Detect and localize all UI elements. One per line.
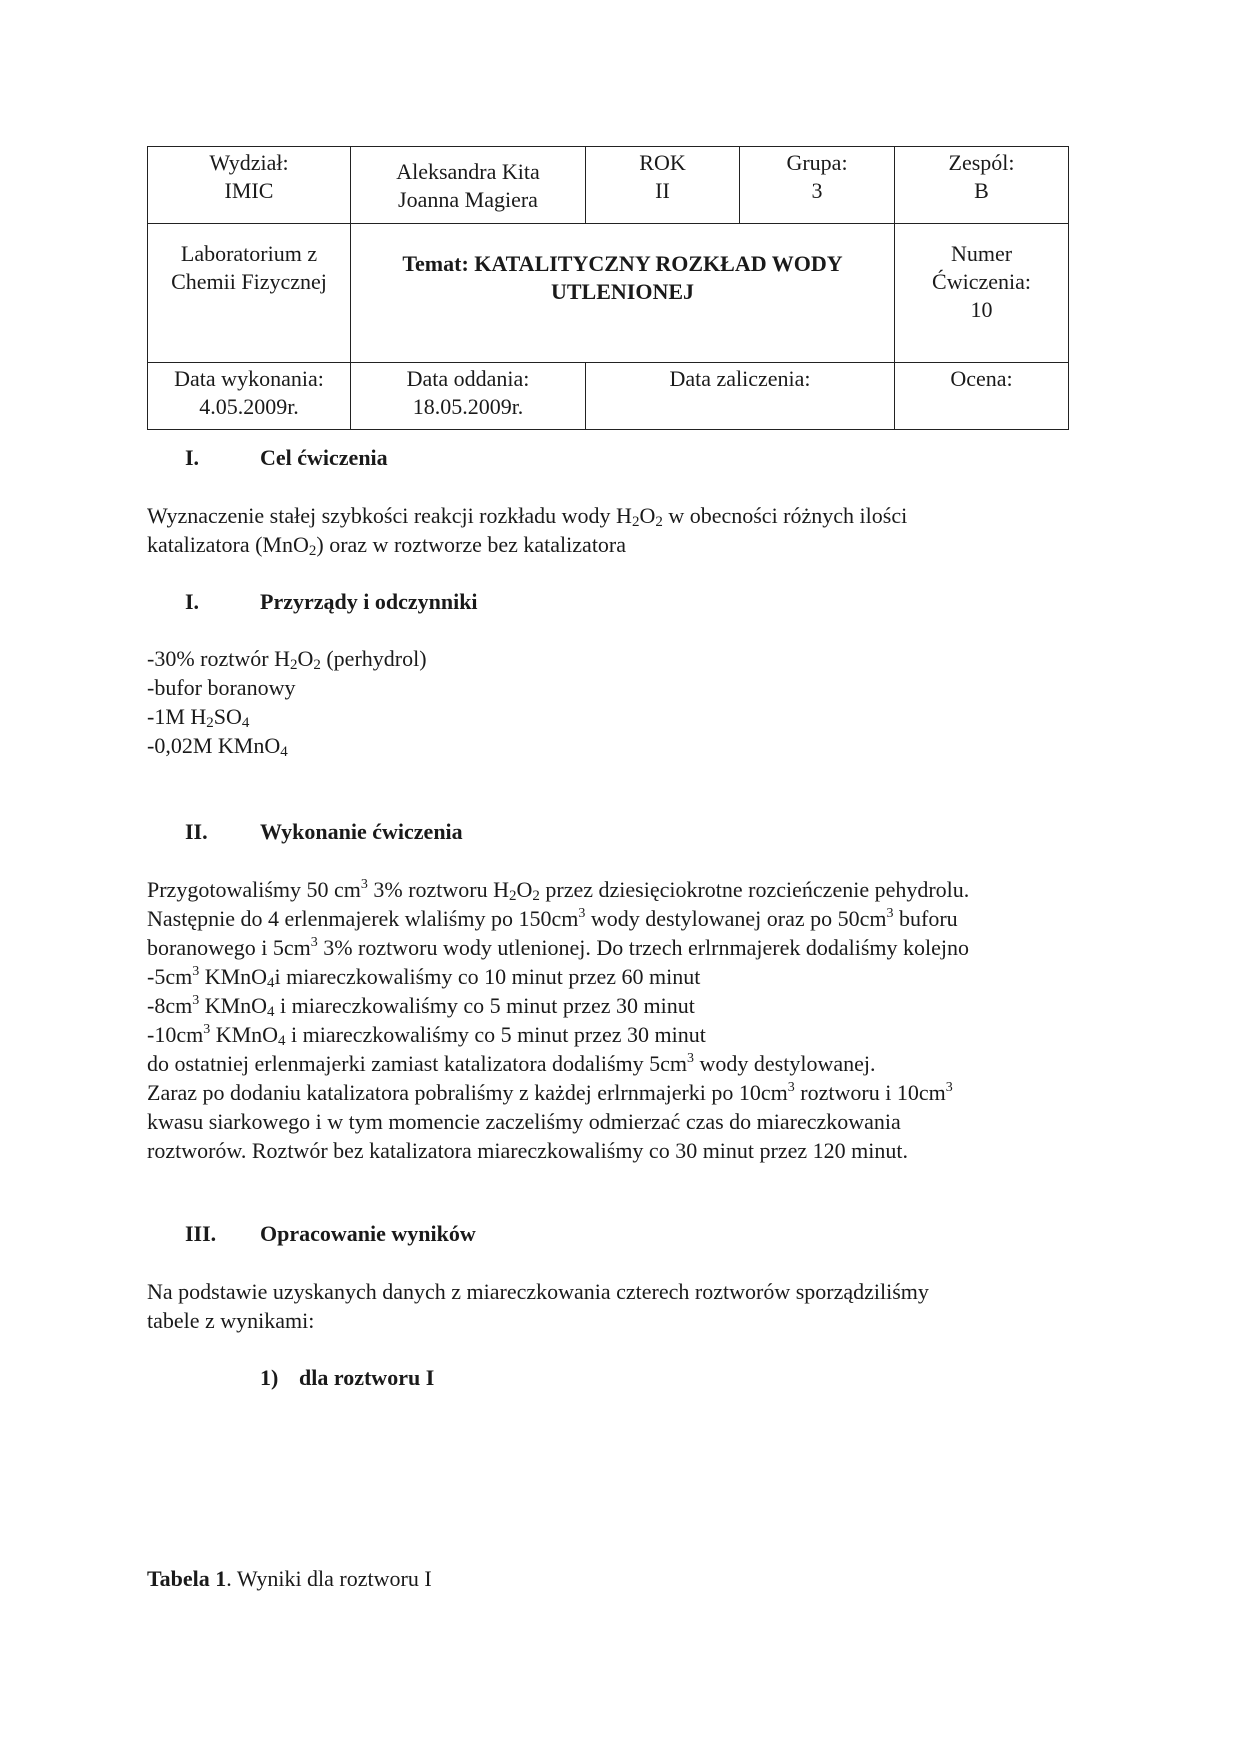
authors-cell: Aleksandra Kita Joanna Magiera bbox=[351, 147, 586, 224]
team-cell: Zespól: B bbox=[895, 147, 1069, 224]
topic-cell: Temat: KATALITYCZNY ROZKŁAD WODY UTLENIONEJ bbox=[351, 224, 895, 363]
exercise-number-cell: Numer Ćwiczenia: 10 bbox=[895, 224, 1069, 363]
reagents-list bbox=[147, 644, 427, 760]
list-item: -1M $H_2SO_4$ bbox=[147, 704, 250, 731]
document-page: Wydział: IMIC Aleksandra Kita Joanna Magiera ROK II Grupa: 3 Zespól: B Laboratorium z Chemii Fizycznej Temat: KATALITYCZNY ROZKŁAD WODY UTLENIONEJ Numer Ćwiczenia: 10 Data wykonania: 4.05.2009r. Data oddania: 18.05.2009r. Data zaliczenia: Ocena: I. Cel ćwiczenia Wyznaczenie stałej szybkości reakcji rozkładu wody $H_2O_2$ w obecności różnych ilości katalizatora (MnO$_2$) oraz w roztworze bez katalizatora I. Przyrządy i odczynniki -30% roztwór $H_2O_2$ (perhydrol) -bufor boranowy -1M $H_2SO_4$ -0,02M KMnO$_4$ II. Wykonanie ćwiczenia Przygotowaliśmy 50 $cm^3$ 3% roztworu $H_2O_2$ przez dziesięciokrotne rozcieńczenie pehydrolu. Następnie do 4 erlenmajerek wlaliśmy po $150cm^3$ wody destylowanej oraz po $50cm^3$ buforu boranowego i $5cm^3$ 3% roztworu wody utlenionej. Do trzech erlrnmajerek dodaliśmy kolejno $-5cm^3$ KMnO$_4$i miareczkowaliśmy co 10 minut przez 60 minut $-8cm^3$ KMnO$_4$ i miareczkowaliśmy co 5 minut przez 30 minut $-10cm^3$ KMnO$_4$ i miareczkowaliśmy co 5 minut przez 30 minut do ostatniej erlenmajerki zamiast katalizatora dodaliśmy $5cm^3$ wody destylowanej. Zaraz po dodaniu katalizatora pobraliśmy z każdej erlrnmajerki po $10cm^3$ roztworu i $10cm^3$ kwasu siarkowego i w tym momencie zaczeliśmy odmierzać czas do miareczkowania roztworów. Roztwór bez katalizatora miareczkowaliśmy co 30 minut przez 120 minut. III. Opracowanie wyników Na podstawie uzyskanych danych z miareczkowania czterech roztworów sporządziliśmy tabele z wynikami: 1) dla roztworu I Tabela 1. Wyniki dla roztworu I bbox=[0, 0, 1240, 1754]
group-cell: Grupa: 3 bbox=[740, 147, 895, 224]
pass-date-cell: Data zaliczenia: bbox=[586, 363, 895, 430]
list-item: -0,02M KMnO$_4$ bbox=[147, 733, 288, 760]
faculty-cell: Wydział: IMIC bbox=[148, 147, 351, 224]
lab-cell: Laboratorium z Chemii Fizycznej bbox=[148, 224, 351, 363]
grade-cell: Ocena: bbox=[895, 363, 1069, 430]
table-caption: Tabela 1. Wyniki dla roztworu I bbox=[147, 1566, 432, 1591]
execution-date-cell: Data wykonania: 4.05.2009r. bbox=[148, 363, 351, 430]
list-item: -bufor boranowy bbox=[147, 675, 296, 700]
year-cell: ROK II bbox=[586, 147, 740, 224]
header-table bbox=[147, 146, 1069, 430]
list-item: -30% roztwór $H_2O_2$ (perhydrol) bbox=[147, 646, 427, 673]
results-paragraph: Na podstawie uzyskanych danych z miareczkowania czterech roztworów sporządziliśmy tabele z wynikami: bbox=[147, 1279, 929, 1333]
aim-paragraph: Wyznaczenie stałej szybkości reakcji rozkładu wody $H_2O_2$ w obecności różnych ilości katalizatora (MnO$_2$) oraz w roztworze bez katalizatora bbox=[147, 503, 908, 559]
procedure-paragraph: Przygotowaliśmy 50 $cm^3$ 3% roztworu $H_2O_2$ przez dziesięciokrotne rozcieńczenie pehydrolu. Następnie do 4 erlenmajerek wlaliśmy po $150cm^3$ wody destylowanej oraz po $50cm^3$ buforu boranowego i $5cm^3$ 3% roztworu wody utlenionej. Do trzech erlrnmajerek dodaliśmy kolejno $-5cm^3$ KMnO$_4$i miareczkowaliśmy co 10 minut przez 60 minut $-8cm^3$ KMnO$_4$ i miareczkowaliśmy co 5 minut przez 30 minut $-10cm^3$ KMnO$_4$ i miareczkowaliśmy co 5 minut przez 30 minut do ostatniej erlenmajerki zamiast katalizatora dodaliśmy $5cm^3$ wody destylowanej. Zaraz po dodaniu katalizatora pobraliśmy z każdej erlrnmajerki po $10cm^3$ roztworu i $10cm^3$ kwasu siarkowego i w tym momencie zaczeliśmy odmierzać czas do miareczkowania roztworów. Roztwór bez katalizatora miareczkowaliśmy co 30 minut przez 120 minut. bbox=[147, 877, 970, 1163]
submission-date-cell: Data oddania: 18.05.2009r. bbox=[351, 363, 586, 430]
